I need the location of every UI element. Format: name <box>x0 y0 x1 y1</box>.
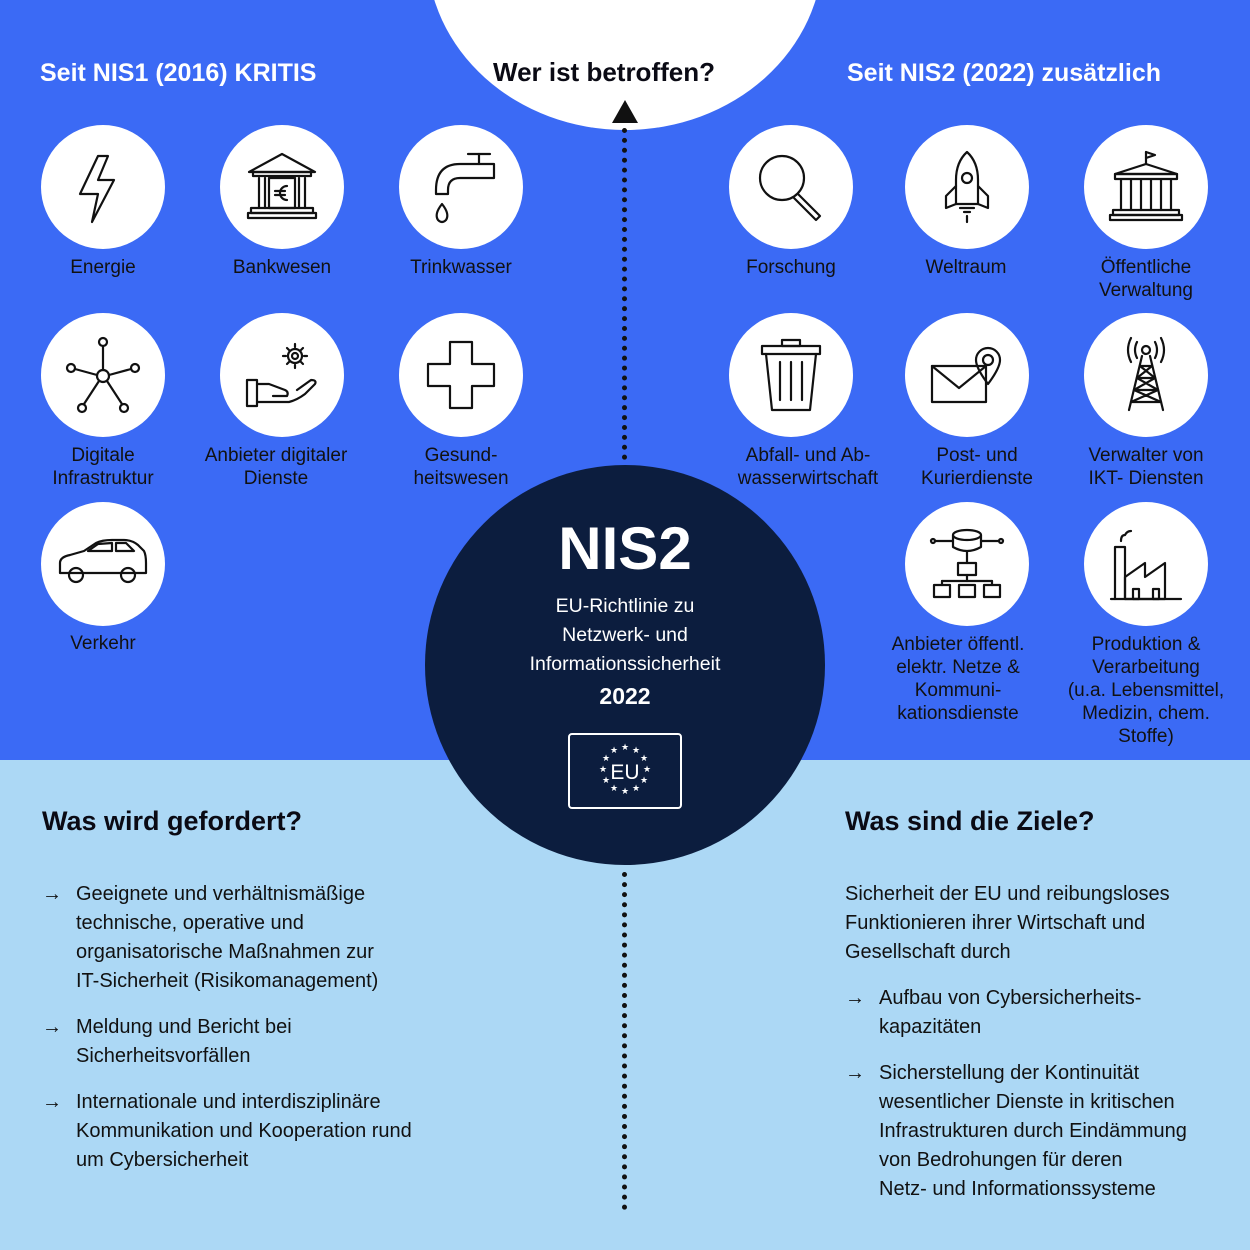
nis2-year: 2022 <box>599 683 651 709</box>
requirement-item: → Meldung und Bericht bei Sicherheitsvorfällen <box>42 1013 292 1071</box>
goal-item: → Aufbau von Cybersicherheits- kapazitäten <box>845 984 1141 1042</box>
nis2-heading: Seit NIS2 (2022) zusätzlich <box>847 59 1162 87</box>
arrow-right-icon: → <box>845 987 865 1009</box>
svg-text:★: ★ <box>601 754 611 764</box>
nis2-center-circle <box>425 465 825 865</box>
car-icon <box>41 502 165 626</box>
sector-label-verkehr: Verkehr <box>70 633 136 654</box>
sector-label-produktion: Produktion & Verarbeitung (u.a. Lebensmittel, Medizin, chem. Stoffe) <box>1067 634 1225 747</box>
dotted-line-bottom <box>622 872 632 1210</box>
goal-item: → Sicherstellung der Kontinuität wesentlicher Dienste in kritischen Infrastrukturen durch Eindämmung von Bedrohungen für deren Netz- und Informationssysteme <box>845 1059 1187 1204</box>
sector-label-energie: Energie <box>70 257 136 278</box>
sector-label-bankwesen: Bankwesen <box>232 257 332 278</box>
sector-label-forschung: Forschung <box>746 257 836 278</box>
svg-text:★: ★ <box>601 776 611 786</box>
rocket-icon <box>905 125 1029 249</box>
envelope-pin-icon <box>905 313 1029 437</box>
sector-label-post-kurier: Post- und Kurierdienste <box>921 445 1033 489</box>
magnifier-icon <box>729 125 853 249</box>
lightning-icon <box>41 125 165 249</box>
svg-text:★: ★ <box>639 754 649 764</box>
nis2-subtitle: EU-Richtlinie zu Netzwerk- und Informationssicherheit <box>529 595 721 675</box>
factory-icon <box>1084 502 1208 626</box>
requirement-item: → Geeignete und verhältnismäßige technische, operative und organisatorische Maßnahmen zur IT-Sicherheit (Risikomanagement) <box>42 880 378 996</box>
svg-text:★: ★ <box>631 746 641 756</box>
sector-label-anbieter-digitaler-dienste: Anbieter digitaler Dienste <box>204 445 348 489</box>
hand-gear-icon <box>220 313 344 437</box>
eu-flag-icon <box>568 733 682 809</box>
sector-label-trinkwasser: Trinkwasser <box>410 257 512 278</box>
medical-cross-icon <box>399 313 523 437</box>
svg-text:★: ★ <box>609 784 619 794</box>
requirements-heading: Was wird gefordert? <box>42 806 303 836</box>
nis2-title: NIS2 <box>558 515 692 582</box>
sector-label-ikt-verwalter: Verwalter von IKT- Diensten <box>1088 445 1204 489</box>
arrow-right-icon: → <box>42 1016 62 1038</box>
nis1-heading: Seit NIS1 (2016) KRITIS <box>40 59 317 87</box>
arrow-right-icon: → <box>42 883 62 905</box>
svg-text:★: ★ <box>620 787 630 797</box>
bank-euro-icon <box>220 125 344 249</box>
network-hub-icon <box>41 313 165 437</box>
requirement-item: → Internationale und interdisziplinäre Kommunikation und Kooperation rund um Cybersicherheit <box>42 1088 412 1175</box>
government-building-icon <box>1084 125 1208 249</box>
sector-label-gesundheitswesen: Gesund- heitswesen <box>413 445 509 489</box>
svg-text:★: ★ <box>609 746 619 756</box>
database-network-icon <box>905 502 1029 626</box>
arrow-right-icon: → <box>42 1091 62 1113</box>
sector-label-oeffentliche-netze: Anbieter öffentl. elektr. Netze & Kommuni- kationsdienste <box>891 634 1025 724</box>
eu-flag-label: EU <box>610 761 640 784</box>
sector-label-oeffentliche-verwaltung: Öffentliche Verwaltung <box>1098 257 1193 301</box>
arrow-right-icon: → <box>845 1062 865 1084</box>
dotted-line-top <box>622 128 632 460</box>
svg-text:★: ★ <box>642 765 652 775</box>
sector-label-digitale-infrastruktur: Digitale Infrastruktur <box>52 445 154 489</box>
svg-text:★: ★ <box>639 776 649 786</box>
svg-text:★: ★ <box>598 765 608 775</box>
svg-text:★: ★ <box>631 784 641 794</box>
radio-tower-icon <box>1084 313 1208 437</box>
sector-label-weltraum: Weltraum <box>925 257 1007 278</box>
water-tap-icon <box>399 125 523 249</box>
svg-text:★: ★ <box>620 743 630 753</box>
who-is-affected-heading: Wer ist betroffen? <box>493 57 715 87</box>
sector-label-abfall-abwasser: Abfall- und Ab- wasserwirtschaft <box>737 445 879 489</box>
up-arrowhead-icon <box>612 100 638 123</box>
goals-intro: Sicherheit der EU und reibungsloses Funktionieren ihrer Wirtschaft und Gesellschaft durch <box>845 883 1170 963</box>
trash-can-icon <box>729 313 853 437</box>
goals-heading: Was sind die Ziele? <box>845 806 1095 836</box>
